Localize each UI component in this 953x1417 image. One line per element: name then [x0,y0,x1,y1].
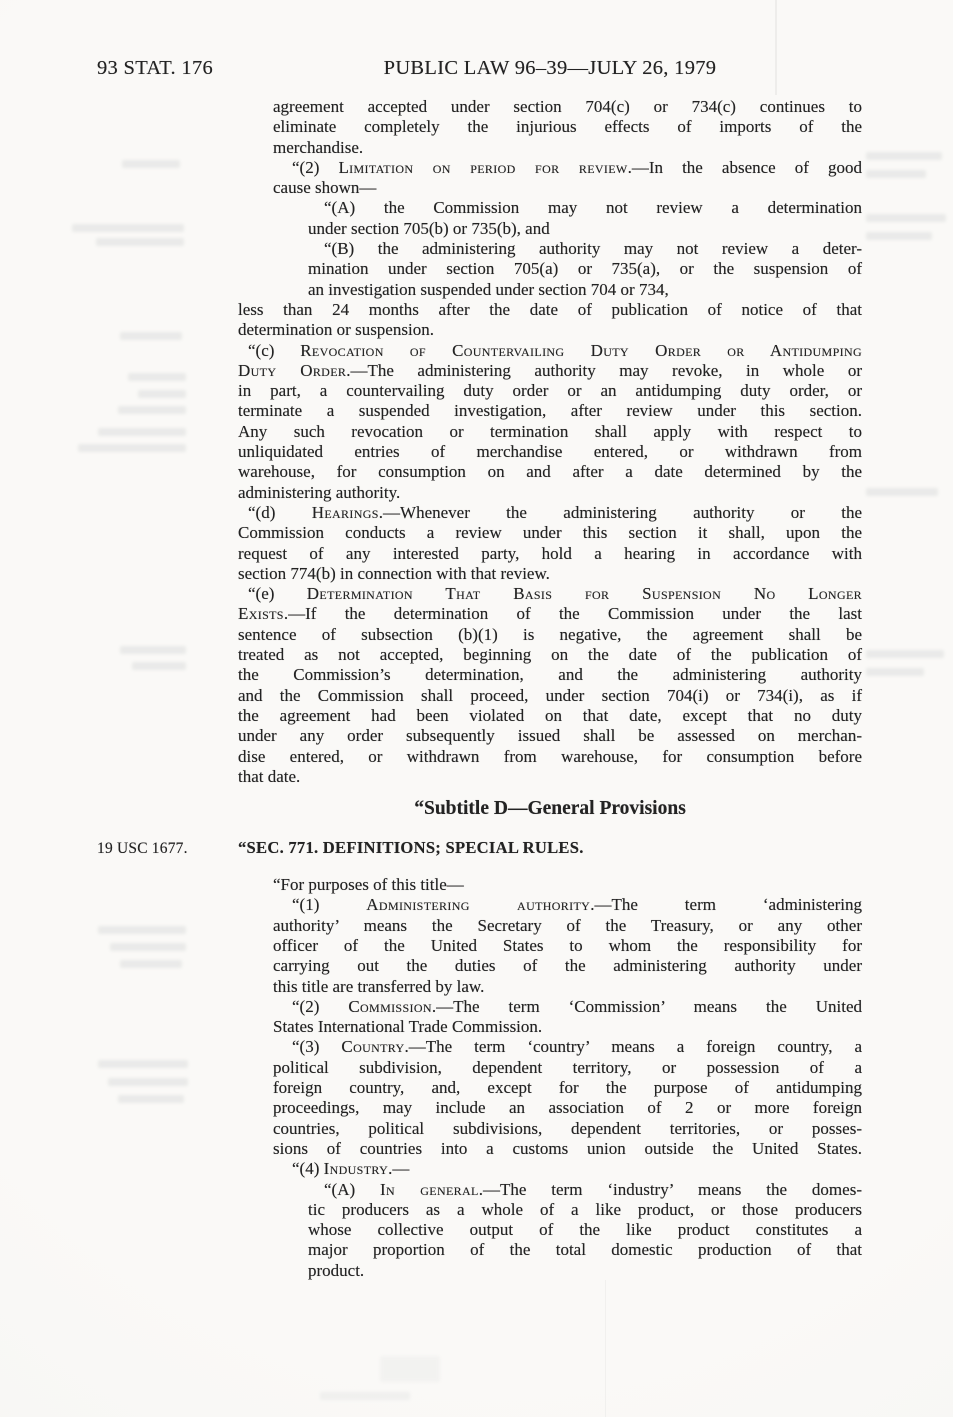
statute-line: warehouse, for consumption on and after a date determined by the [238,462,862,482]
bleed-through-artifact [98,428,186,436]
scan-artifact-line [605,1280,606,1417]
subtitle-heading: “Subtitle D—General Provisions [414,798,686,820]
bleed-through-artifact [98,926,186,934]
section-heading: “SEC. 771. DEFINITIONS; SPECIAL RULES. [238,838,584,858]
statute-line: this title are transferred by law. [273,976,485,996]
bleed-through-artifact [122,160,180,168]
public-law-running-head: PUBLIC LAW 96–39—JULY 26, 1979 [383,57,717,79]
statute-paragraph [238,1159,862,1179]
statute-line: dise entered, or withdrawn from warehouse, for consumption before [238,746,862,766]
statute-line: in part, a countervailing duty order or an antidumping duty order, or [238,381,862,401]
statute-line: request of any interested party, hold a hearing in accordance with [238,543,862,563]
bleed-through-artifact [98,1060,188,1068]
bleed-through-artifact [320,1392,410,1400]
small-caps-heading-text: Commission [348,996,432,1016]
bleed-through-artifact [866,488,938,496]
bleed-through-artifact [118,1095,184,1103]
statute-line: the agreement had been violated on that date, except that no duty [238,705,862,725]
statute-line: foreign country, and, except for the purpose of antidumping [273,1078,862,1098]
small-caps-heading-text: Exists [238,604,284,624]
statute-paragraph [238,997,862,1038]
bleed-through-artifact [120,960,182,968]
bleed-through-artifact [78,444,186,452]
statute-line: sentence of subsection (b)(1) is negative, the agreement shall be [238,624,862,644]
statute-line: Exists.—If the determination of the Commission under the last [238,604,862,624]
statute-paragraph [238,875,862,895]
statute-line: tic producers as a whole of a like product, or those producers [308,1199,862,1219]
bleed-through-artifact [128,373,186,381]
bleed-through-artifact [866,668,924,676]
small-caps-heading-text: Administering authority [366,895,591,915]
statute-line: “(2) Commission.—The term ‘Commission’ means the United [292,996,863,1016]
statute-line: Any such revocation or termination shall apply with respect to [238,421,862,441]
statute-line: the Commission’s determination, and the administering authority [238,665,862,685]
bleed-through-artifact [132,662,186,670]
bleed-through-artifact [866,650,944,658]
statute-paragraph [238,1037,862,1159]
statute-line: “For purposes of this title— [273,875,464,895]
statute-paragraph [238,158,862,199]
statute-line: “(B) the administering authority may not review a deter- [324,239,862,259]
statute-line: “(4) Industry.— [292,1159,410,1179]
bleed-through-artifact [108,1078,188,1086]
statute-line: countries, political subdivisions, dependent territories, or posses- [273,1118,862,1138]
statute-line: an investigation suspended under section 704 or 734, [308,279,669,299]
statute-line: that date. [238,766,301,786]
bleed-through-artifact [138,390,186,398]
small-caps-heading-text: Industry [323,1159,389,1179]
bleed-through-artifact [866,152,942,160]
statute-line: Commission conducts a review under this section it shall, upon the [238,523,862,543]
statute-line: “(e) Determination That Basis for Suspension No Longer [248,584,862,604]
statute-line: merchandise. [273,137,364,157]
statute-line: “(d) Hearings.—Whenever the administering authority or the [248,502,862,522]
statute-line: agreement accepted under section 704(c) or 734(c) continues to [273,97,862,116]
bleed-through-artifact [380,1356,440,1382]
statute-paragraph [238,341,862,503]
statute-line: cause shown— [273,178,377,198]
bleed-through-artifact [866,170,926,178]
statute-line: unliquidated entries of merchandise entered, or withdrawn from [238,442,862,462]
statute-line: section 774(b) in connection with that review. [238,563,550,583]
statute-line: sions of countries into a customs union outside the United States. [273,1138,862,1158]
us-code-margin-note: 19 USC 1677. [97,840,188,857]
small-caps-heading-text: Determination That Basis for Suspension No Longer [306,584,862,604]
statute-paragraph [238,239,862,300]
scan-artifact-line [775,0,777,95]
statutes-at-large-page-number: 93 STAT. 176 [97,57,214,79]
statute-line: “(2) Limitation on period for review.—In the absence of good [292,157,862,177]
statute-line: “(3) Country.—The term ‘country’ means a foreign country, a [292,1037,862,1057]
statute-line: “(1) Administering authority.—The term ‘administering [292,895,863,915]
statute-line: treated as not accepted, beginning on the date of the publication of [238,645,862,665]
bleed-through-artifact [120,646,186,654]
statute-paragraph [238,198,862,239]
statute-line: carrying out the duties of the administering authority under [273,956,862,976]
bleed-through-artifact [72,224,184,232]
statute-line: officer of the United States to whom the responsibility for [273,935,862,955]
statute-line: authority’ means the Secretary of the Treasury, or any other [273,915,862,935]
small-caps-heading-text: Limitation on period for review [338,157,628,177]
bleed-through-artifact [96,238,184,246]
statute-body [238,97,862,1281]
statute-line: “(A) In general.—The term ‘industry’ means the domes- [324,1179,862,1199]
small-caps-heading-text: Revocation of Countervailing Duty Order or Antidumping [300,340,862,360]
statute-line: administering authority. [238,482,401,502]
bleed-through-artifact [110,943,186,951]
small-caps-heading-text: Duty Order [238,360,347,380]
statute-line: and the Commission shall proceed, under section 704(i) or 734(i), as if [238,685,862,705]
statute-line: “(A) the Commission may not review a determination [324,198,862,218]
statute-line: under section 705(b) or 735(b), and [308,218,550,238]
statute-line: under any order subsequently issued shall be assessed on merchan- [238,726,862,746]
bleed-through-artifact [118,406,186,414]
statute-line: Duty Order.—The administering authority may revoke, in whole or [238,360,862,380]
statute-paragraph [238,584,862,787]
small-caps-heading-text: Country [341,1037,405,1057]
statute-paragraph [238,97,862,158]
statute-paragraph [238,503,862,584]
statute-paragraph [238,895,862,996]
statute-line: terminate a suspended investigation, after review under this section. [238,401,862,421]
small-caps-heading-text: In general [380,1179,479,1199]
statute-line: product. [308,1260,365,1280]
statute-line: eliminate completely the injurious effects of imports of the [273,117,862,137]
bleed-through-artifact [866,232,932,240]
statute-line: whose collective output of the like product constitutes a [308,1220,862,1240]
small-caps-heading-text: Hearings [311,502,379,522]
statute-line: major proportion of the total domestic production of that [308,1240,862,1260]
bleed-through-artifact [120,332,182,340]
statute-line: proceedings, may include an association of 2 or more foreign [273,1098,862,1118]
statute-paragraph [238,300,862,341]
statute-line: less than 24 months after the date of publication of notice of that [238,299,862,319]
statute-paragraph [238,1180,862,1281]
bleed-through-artifact [866,214,946,222]
statute-line: States International Trade Commission. [273,1017,543,1037]
statute-line: “(c) Revocation of Countervailing Duty Order or Antidumping [248,340,862,360]
statute-line: mination under section 705(a) or 735(a), or the suspension of [308,259,862,279]
statute-line: determination or suspension. [238,320,434,340]
statute-line: political subdivision, dependent territory, or possession of a [273,1057,862,1077]
